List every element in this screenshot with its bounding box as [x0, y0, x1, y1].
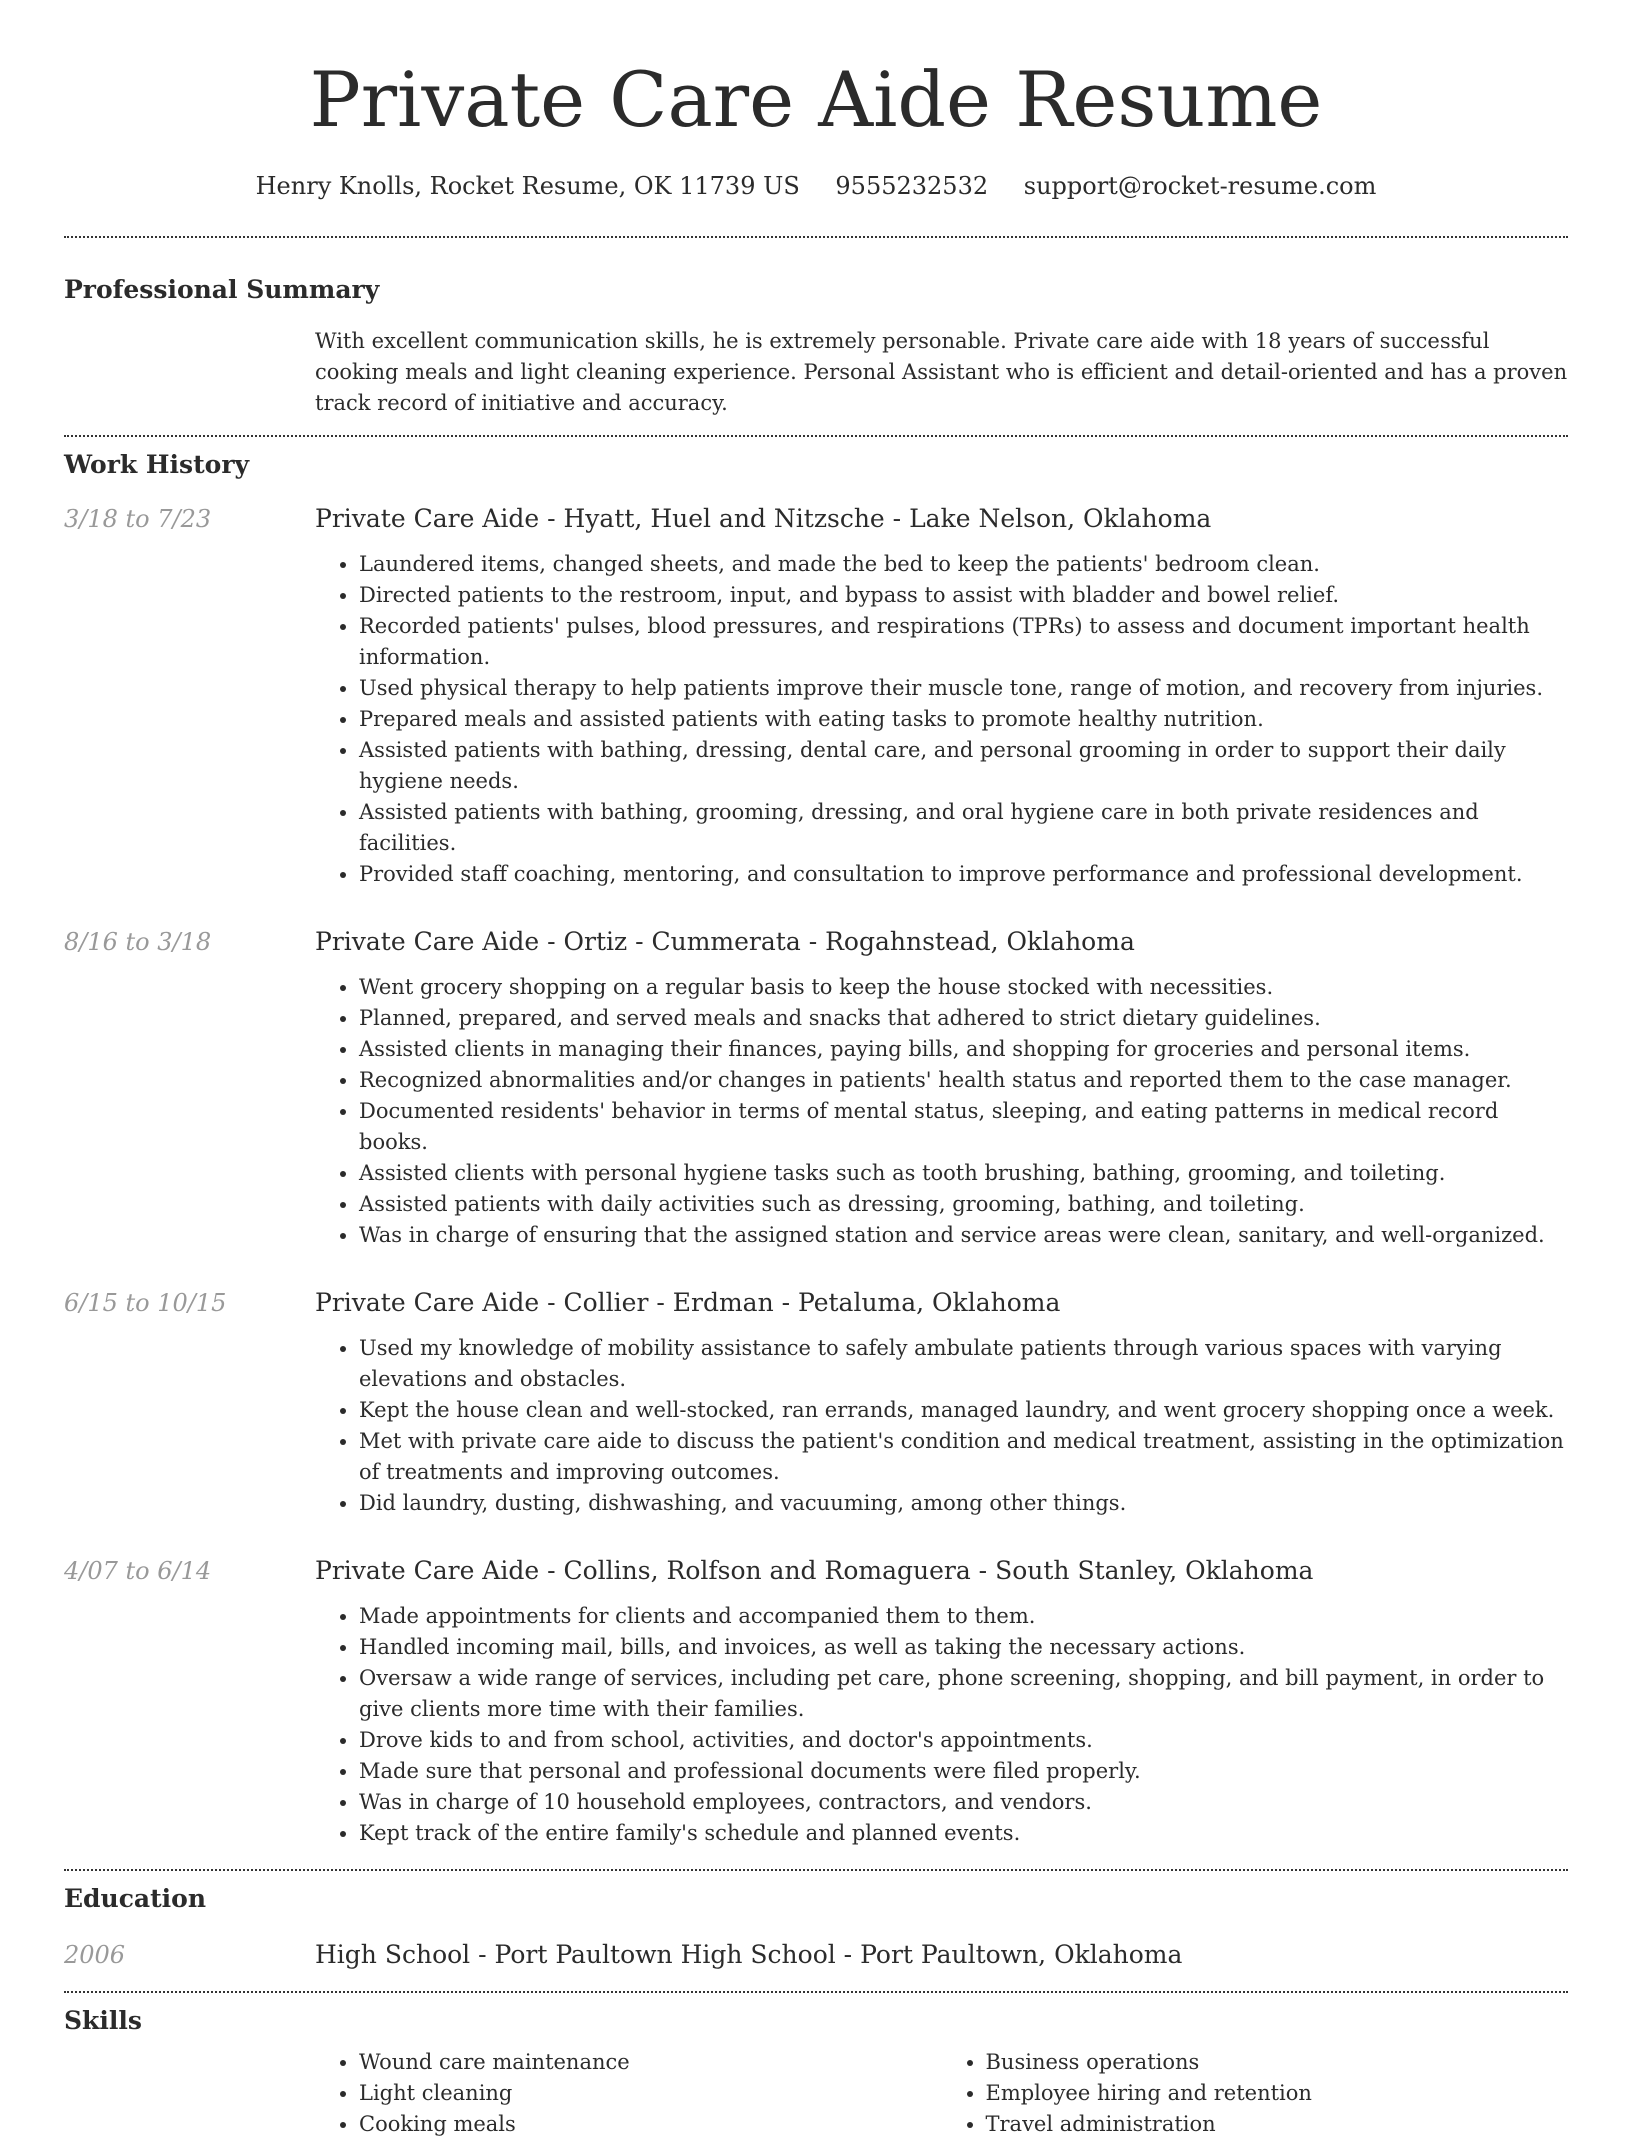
- job-bullet: • Made appointments for clients and accompanied them to them.: [359, 1601, 1568, 1632]
- job-bullet: • Used my knowledge of mobility assistance to safely ambulate patients through various spaces with varying elevations and obstacles.: [359, 1333, 1568, 1395]
- section-heading-education: Education: [64, 1884, 207, 1913]
- job-title: Private Care Aide - Ortiz - Cummerata - Rogahnstead, Oklahoma: [315, 927, 1135, 956]
- job-bullet: • Was in charge of ensuring that the assigned station and service areas were clean, sanitary, and well-organized.: [359, 1220, 1568, 1251]
- job-bullet: • Made sure that personal and professional documents were filed properly.: [359, 1756, 1568, 1787]
- job-entry: [64, 1555, 1568, 1849]
- skills-list-left: [315, 2047, 942, 2140]
- job-details: [315, 503, 1568, 890]
- summary-text: With excellent communication skills, he is extremely personable. Private care aide with 18 years of successful cooking meals and light cleaning experience. Personal Assistant who is efficient and detail-oriented and has a proven track record of initiative and accuracy.: [315, 329, 1568, 415]
- contact-phone: 9555232532: [835, 172, 989, 200]
- job-dates: 3/18 to 7/23: [64, 505, 212, 533]
- job-entry: [64, 1287, 1568, 1519]
- job-bullet: • Provided staff coaching, mentoring, and consultation to improve performance and professional development.: [359, 859, 1568, 890]
- job-dates: 6/15 to 10/15: [64, 1289, 227, 1317]
- job-bullet: • Prepared meals and assisted patients with eating tasks to promote healthy nutrition.: [359, 704, 1568, 735]
- job-bullet: • Met with private care aide to discuss the patient's condition and medical treatment, assisting in the optimization of treatments and improving outcomes.: [359, 1426, 1568, 1488]
- job-bullet: • Recognized abnormalities and/or changes in patients' health status and reported them to the case manager.: [359, 1065, 1568, 1096]
- job-details: [315, 1287, 1568, 1519]
- job-bullet: • Assisted clients with personal hygiene tasks such as tooth brushing, bathing, grooming, and toileting.: [359, 1158, 1568, 1189]
- job-title: Private Care Aide - Collins, Rolfson and Romaguera - South Stanley, Oklahoma: [315, 1556, 1314, 1585]
- summary-spacer: [64, 326, 315, 419]
- job-bullet: • Went grocery shopping on a regular basis to keep the house stocked with necessities.: [359, 972, 1568, 1003]
- skills-list-right: [942, 2047, 1569, 2140]
- skills-grid: [315, 2047, 1568, 2140]
- skill-item: • Wound care maintenance: [359, 2047, 942, 2078]
- job-title: Private Care Aide - Collier - Erdman - Petaluma, Oklahoma: [315, 1288, 1061, 1317]
- job-bullet: • Kept track of the entire family's schedule and planned events.: [359, 1818, 1568, 1849]
- contact-address: Henry Knolls, Rocket Resume, OK 11739 US: [255, 172, 800, 200]
- education-year: 2006: [64, 1941, 126, 1969]
- job-bullet: • Documented residents' behavior in terms of mental status, sleeping, and eating patterns in medical record books.: [359, 1096, 1568, 1158]
- summary-section: [64, 238, 1568, 419]
- section-heading-summary: Professional Summary: [64, 275, 380, 304]
- skill-item: • Light cleaning: [359, 2078, 942, 2109]
- skill-item: • Travel administration: [986, 2109, 1569, 2140]
- job-bullet: • Drove kids to and from school, activities, and doctor's appointments.: [359, 1725, 1568, 1756]
- job-bullet: • Assisted patients with bathing, dressing, dental care, and personal grooming in order to support their daily hygiene needs.: [359, 735, 1568, 797]
- job-bullet: • Assisted patients with bathing, grooming, dressing, and oral hygiene care in both private residences and facilities.: [359, 797, 1568, 859]
- job-bullet: • Did laundry, dusting, dishwashing, and vacuuming, among other things.: [359, 1488, 1568, 1519]
- job-bullet: • Was in charge of 10 household employees, contractors, and vendors.: [359, 1787, 1568, 1818]
- education-section: [64, 1871, 1568, 1971]
- section-heading-work: Work History: [64, 450, 250, 479]
- job-bullet: • Recorded patients' pulses, blood pressures, and respirations (TPRs) to assess and document important health information.: [359, 611, 1568, 673]
- resume-title: Private Care Aide Resume: [309, 55, 1323, 144]
- skill-item: • Cooking meals: [359, 2109, 942, 2140]
- job-bullet-list: [315, 972, 1568, 1251]
- skills-section: [64, 1993, 1568, 2140]
- job-bullet-list: [315, 1333, 1568, 1519]
- job-title: Private Care Aide - Hyatt, Huel and Nitzsche - Lake Nelson, Oklahoma: [315, 504, 1212, 533]
- job-list: [64, 503, 1568, 1849]
- job-bullet: • Kept the house clean and well-stocked, ran errands, managed laundry, and went grocery shopping once a week.: [359, 1395, 1568, 1426]
- skill-item: • Employee hiring and retention: [986, 2078, 1569, 2109]
- job-bullet: • Oversaw a wide range of services, including pet care, phone screening, shopping, and bill payment, in order to give clients more time with their families.: [359, 1663, 1568, 1725]
- skill-item: • Business operations: [986, 2047, 1569, 2078]
- skills-spacer: [64, 2047, 315, 2140]
- education-entry: [64, 1939, 1568, 1971]
- job-dates: 4/07 to 6/14: [64, 1557, 212, 1585]
- section-heading-skills: Skills: [64, 2006, 142, 2035]
- job-bullet: • Assisted patients with daily activities such as dressing, grooming, bathing, and toileting.: [359, 1189, 1568, 1220]
- job-bullet-list: [315, 549, 1568, 890]
- job-dates: 8/16 to 3/18: [64, 928, 212, 956]
- job-bullet-list: [315, 1601, 1568, 1849]
- job-bullet: • Assisted clients in managing their finances, paying bills, and shopping for groceries and personal items.: [359, 1034, 1568, 1065]
- contact-line: [64, 170, 1568, 202]
- education-title: High School - Port Paultown High School - Port Paultown, Oklahoma: [315, 1940, 1183, 1969]
- work-history-section: [64, 437, 1568, 1849]
- job-bullet: • Laundered items, changed sheets, and made the bed to keep the patients' bedroom clean.: [359, 549, 1568, 580]
- job-entry: [64, 926, 1568, 1251]
- job-bullet: • Planned, prepared, and served meals and snacks that adhered to strict dietary guidelines.: [359, 1003, 1568, 1034]
- job-details: [315, 1555, 1568, 1849]
- job-entry: [64, 503, 1568, 890]
- contact-email: support@rocket-resume.com: [1023, 172, 1377, 200]
- job-details: [315, 926, 1568, 1251]
- job-bullet: • Directed patients to the restroom, input, and bypass to assist with bladder and bowel relief.: [359, 580, 1568, 611]
- job-bullet: • Used physical therapy to help patients improve their muscle tone, range of motion, and recovery from injuries.: [359, 673, 1568, 704]
- job-bullet: • Handled incoming mail, bills, and invoices, as well as taking the necessary actions.: [359, 1632, 1568, 1663]
